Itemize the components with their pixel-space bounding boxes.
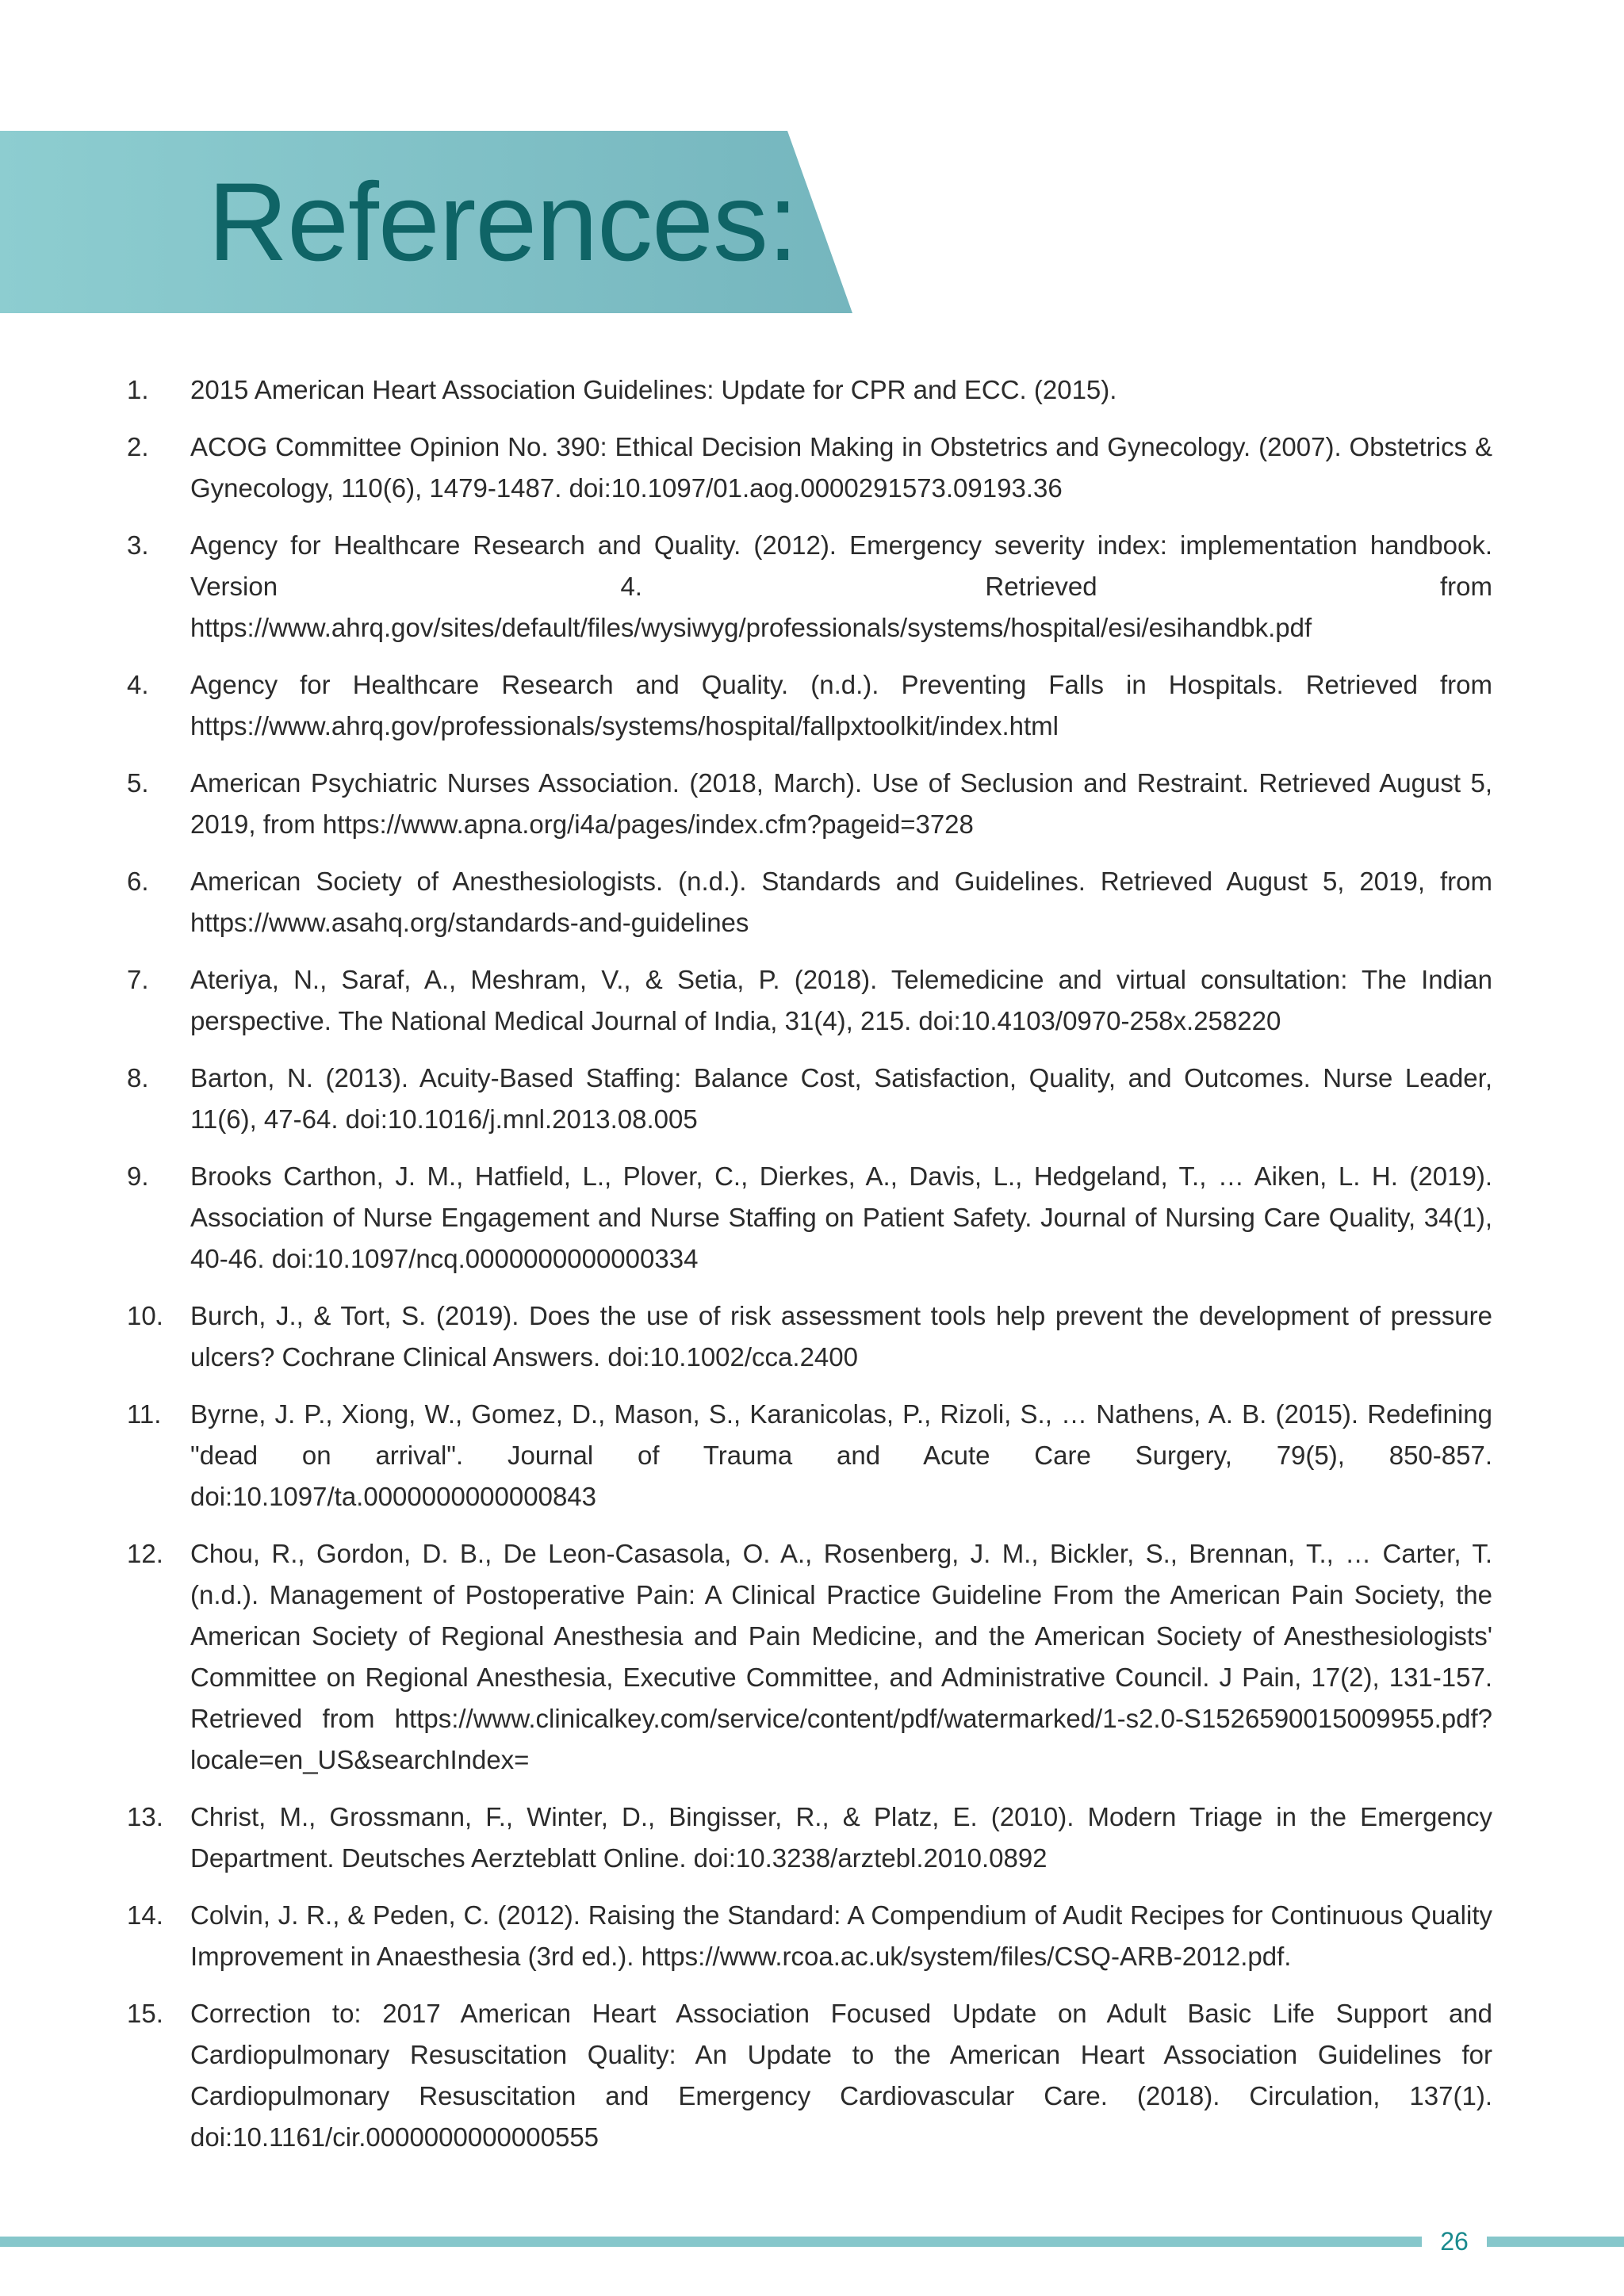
reference-number: 12. — [127, 1539, 163, 1568]
reference-text: Christ, M., Grossmann, F., Winter, D., Bingisser, R., & Platz, E. (2010). Modern Triage in the Emergency Department. Deutsches Aerzteblatt Online. doi:10.3238/arztebl.2010.0892 — [190, 1802, 1492, 1873]
reference-text: ACOG Committee Opinion No. 390: Ethical Decision Making in Obstetrics and Gynecology. (2007). Obstetrics & Gynecology, 110(6), 1479-1487. doi:10.1097/01.aog.0000291573.09193.36 — [190, 432, 1492, 503]
reference-number: 13. — [127, 1802, 163, 1831]
reference-list — [127, 369, 1492, 2174]
reference-item — [127, 1058, 1492, 1140]
reference-number: 9. — [127, 1161, 149, 1191]
reference-item — [127, 1993, 1492, 2158]
reference-text: Brooks Carthon, J. M., Hatfield, L., Plover, C., Dierkes, A., Davis, L., Hedgeland, T., … Aiken, L. H. (2019). Association of Nurse Engagement and Nurse Staffing on Patient Safety. Journal of Nursing Care Quality, 34(1), 40-46. doi:10.1097/ncq.0000000000000334 — [190, 1161, 1492, 1273]
reference-item — [127, 525, 1492, 649]
reference-item — [127, 1295, 1492, 1378]
reference-text: Colvin, J. R., & Peden, C. (2012). Raising the Standard: A Compendium of Audit Recipes for Continuous Quality Improvement in Anaesthesia (3rd ed.). https://www.rcoa.ac.uk/system/files/CSQ-ARB-2012.pdf. — [190, 1900, 1492, 1971]
reference-number: 5. — [127, 768, 149, 798]
reference-item — [127, 427, 1492, 509]
reference-item — [127, 959, 1492, 1042]
page-title: References: — [208, 159, 798, 284]
reference-item — [127, 369, 1492, 411]
reference-text: American Society of Anesthesiologists. (n.d.). Standards and Guidelines. Retrieved August 5, 2019, from https://www.asahq.org/standards-and-guidelines — [190, 867, 1492, 937]
reference-number: 10. — [127, 1301, 163, 1330]
reference-number: 1. — [127, 375, 149, 404]
reference-number: 14. — [127, 1900, 163, 1930]
reference-text: 2015 American Heart Association Guidelines: Update for CPR and ECC. (2015). — [190, 375, 1117, 404]
reference-number: 3. — [127, 530, 149, 560]
reference-text: Chou, R., Gordon, D. B., De Leon-Casasola, O. A., Rosenberg, J. M., Bickler, S., Brennan, T., … Carter, T. (n.d.). Management of Postoperative Pain: A Clinical Practice Guideline From the American Pain Society, the American Society of Regional Anesthesia and Pain Medicine, and the American Society of Anesthesiologists' Committee on Regional Anesthesia, Executive Committee, and Administrative Council. J Pain, 17(2), 131-157. Retrieved from https://www.clinicalkey.com/service/content/pdf/watermarked/1-s2.0-S1526590015009955.pdf?locale=en_US&searchIndex= — [190, 1539, 1492, 1774]
reference-item — [127, 763, 1492, 845]
reference-text: Burch, J., & Tort, S. (2019). Does the use of risk assessment tools help prevent the development of pressure ulcers? Cochrane Clinical Answers. doi:10.1002/cca.2400 — [190, 1301, 1492, 1372]
reference-number: 11. — [127, 1399, 162, 1429]
reference-item — [127, 664, 1492, 747]
reference-number: 2. — [127, 432, 149, 461]
reference-item — [127, 1156, 1492, 1280]
reference-number: 15. — [127, 1999, 163, 2028]
reference-number: 8. — [127, 1063, 149, 1093]
reference-item — [127, 1797, 1492, 1879]
reference-text: Ateriya, N., Saraf, A., Meshram, V., & Setia, P. (2018). Telemedicine and virtual consultation: The Indian perspective. The National Medical Journal of India, 31(4), 215. doi:10.4103/0970-258x.258220 — [190, 965, 1492, 1035]
reference-text: American Psychiatric Nurses Association. (2018, March). Use of Seclusion and Restraint. Retrieved August 5, 2019, from https://www.apna.org/i4a/pages/index.cfm?pageid=3728 — [190, 768, 1492, 839]
reference-text: Correction to: 2017 American Heart Association Focused Update on Adult Basic Life Support and Cardiopulmonary Resuscitation Quality: An Update to the American Heart Association Guidelines for Cardiopulmonary Resuscitation and Emergency Cardiovascular Care. (2018). Circulation, 137(1). doi:10.1161/cir.0000000000000555 — [190, 1999, 1492, 2152]
footer-rule-left — [0, 2237, 1422, 2247]
reference-text: Byrne, J. P., Xiong, W., Gomez, D., Mason, S., Karanicolas, P., Rizoli, S., … Nathens, A. B. (2015). Redefining "dead on arrival". Journal of Trauma and Acute Care Surgery, 79(5), 850-857. doi:10.1097/ta.0000000000000843 — [190, 1399, 1492, 1511]
reference-text: Agency for Healthcare Research and Quality. (n.d.). Preventing Falls in Hospitals. Retrieved from https://www.ahrq.gov/professionals/systems/hospital/fallpxtoolkit/index.html — [190, 670, 1492, 740]
reference-item — [127, 1394, 1492, 1517]
footer-rule-right — [1487, 2237, 1624, 2247]
reference-item — [127, 1533, 1492, 1781]
reference-text: Agency for Healthcare Research and Quality. (2012). Emergency severity index: implementation handbook. Version 4. Retrieved from https://www.ahrq.gov/sites/default/files/wysiwyg/professionals/systems/hospital/esi/esihandbk.pdf — [190, 530, 1492, 642]
reference-number: 6. — [127, 867, 149, 896]
reference-number: 7. — [127, 965, 149, 994]
page-number: 26 — [1440, 2227, 1469, 2256]
reference-text: Barton, N. (2013). Acuity-Based Staffing: Balance Cost, Satisfaction, Quality, and Outcomes. Nurse Leader, 11(6), 47-64. doi:10.1016/j.mnl.2013.08.005 — [190, 1063, 1492, 1134]
reference-number: 4. — [127, 670, 149, 699]
reference-item — [127, 1895, 1492, 1977]
reference-item — [127, 861, 1492, 943]
